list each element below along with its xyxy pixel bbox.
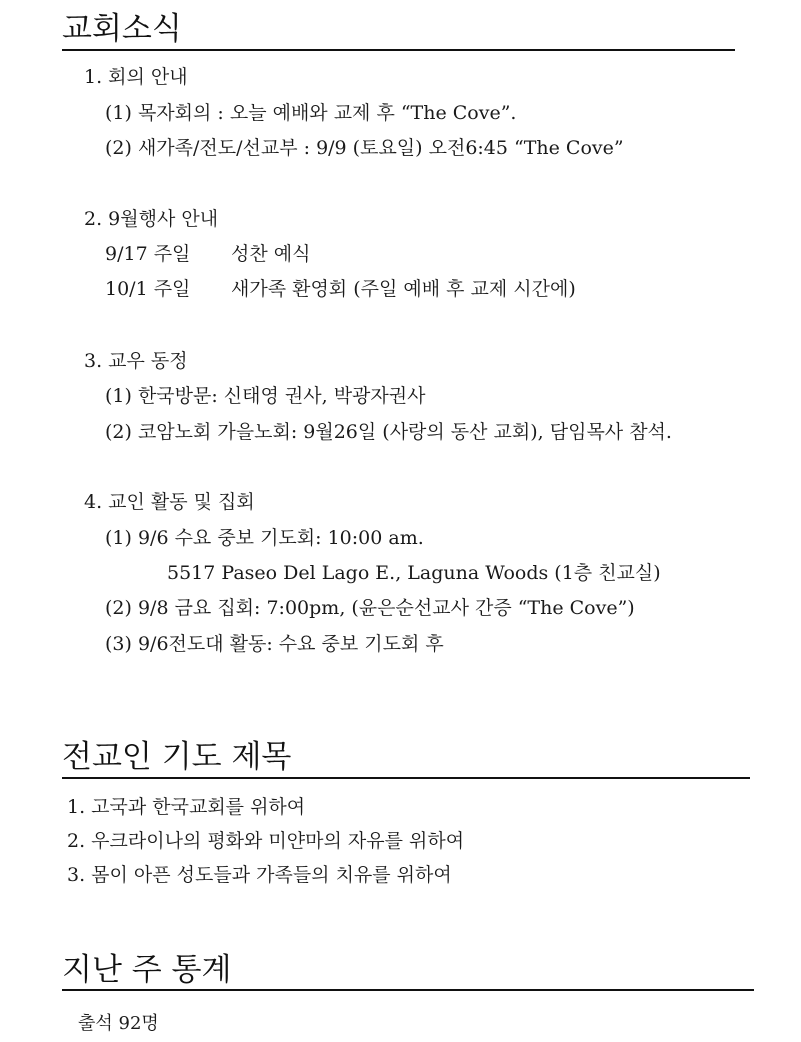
prayer-item: 2. 우크라이나의 평화와 미얀마의 자유를 위하여 [67,830,465,852]
event-date: 10/1 주일 [105,278,191,300]
activities-item-3: (3) 9/6전도대 활동: 수요 중보 기도회 후 [105,633,444,655]
stats-rule [62,989,754,991]
members-heading: 3. 교우 동정 [84,350,188,372]
event-desc: 새가족 환영회 (주일 예배 후 교제 시간에) [231,278,576,300]
event-desc: 성찬 예식 [231,243,311,265]
activities-item-2: (2) 9/8 금요 집회: 7:00pm, (윤은순선교사 간증 “The Cove”) [105,597,635,619]
activities-item-1: (1) 9/6 수요 중보 기도회: 10:00 am. [105,527,424,549]
event-row [105,280,576,299]
members-item-1: (1) 한국방문: 신태영 권사, 박광자권사 [105,385,426,407]
stats-title: 지난 주 통계 [62,952,232,988]
event-row [105,245,310,264]
activities-heading: 4. 교인 활동 및 집회 [84,491,255,513]
church-news-title: 교회소식 [62,11,182,47]
prayer-item: 1. 고국과 한국교회를 위하여 [67,796,306,818]
prayer-rule [62,777,750,779]
members-item-2: (2) 코암노회 가을노회: 9월26일 (사랑의 동산 교회), 담임목사 참석. [105,421,672,443]
meeting-item-2: (2) 새가족/전도/선교부 : 9/9 (토요일) 오전6:45 “The Cove” [105,137,624,159]
events-heading: 2. 9월행사 안내 [84,208,219,230]
church-news-rule [62,49,735,51]
prayer-item: 3. 몸이 아픈 성도들과 가족들의 치유를 위하여 [67,864,452,886]
attendance-count: 출석 92명 [78,1013,159,1034]
meeting-item-1: (1) 목자회의 : 오늘 예배와 교제 후 “The Cove”. [105,102,517,124]
event-date: 9/17 주일 [105,243,191,265]
meeting-heading: 1. 회의 안내 [84,66,188,88]
prayer-title: 전교인 기도 제목 [62,739,292,775]
activities-item-1-address: 5517 Paseo Del Lago E., Laguna Woods (1층 친교실) [167,562,661,584]
